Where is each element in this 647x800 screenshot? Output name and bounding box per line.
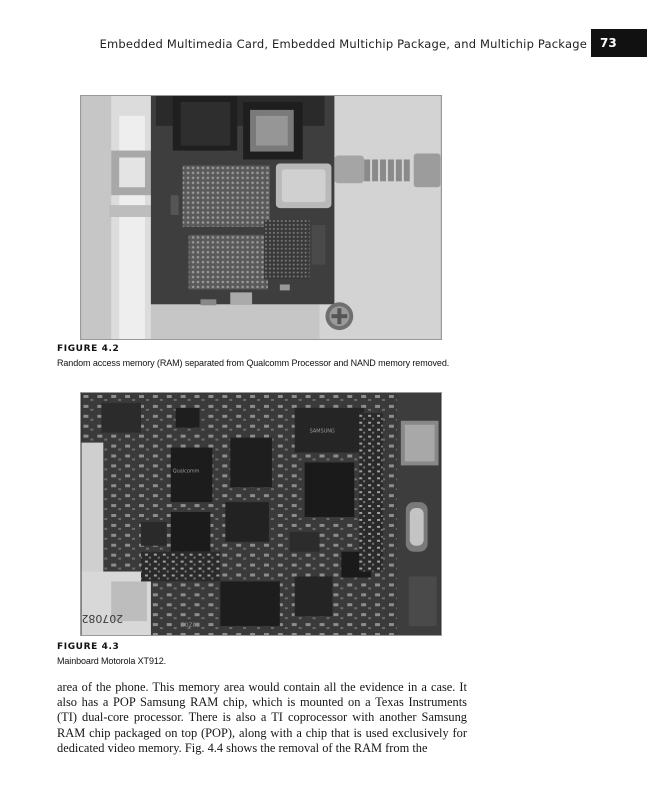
figure-4-3-caption: Mainboard Motorola XT912. (57, 656, 167, 666)
figure-4-3-photo (80, 392, 442, 636)
board-text-code: Z0Z02 (180, 622, 201, 630)
figure-4-2-caption: Random access memory (RAM) separated from Qualcomm Processor and NAND memory removed. (57, 358, 450, 368)
figure-4-2-label: FIGURE 4.2 (57, 344, 120, 354)
figure-4-3-label: FIGURE 4.3 (57, 642, 120, 652)
body-paragraph: area of the phone. This memory area would contain all the evidence in a case. It also has a POP Samsung RAM chip, which is mounted on a Texas Instruments (TI) dual-core processor. There is also a TI coprocessor with another Samsung RAM chip packaged on top (POP), along with a chip that is used exclusively for dedicated video memory. Fig. 4.4 shows the removal of the RAM from the (57, 680, 467, 755)
page-number-tab: 73 (591, 29, 647, 57)
figure-4-2-photo (80, 95, 442, 340)
board-text-serial: 207082 (81, 612, 124, 626)
ram-separated-photo (81, 96, 441, 339)
board-text-samsung: SAMSUNG (309, 428, 335, 435)
board-text-qualcomm: Qualcomm (172, 468, 200, 475)
motorola-mainboard-photo (81, 393, 441, 635)
running-head: Embedded Multimedia Card, Embedded Multichip Package, and Multichip Package (99, 37, 587, 51)
